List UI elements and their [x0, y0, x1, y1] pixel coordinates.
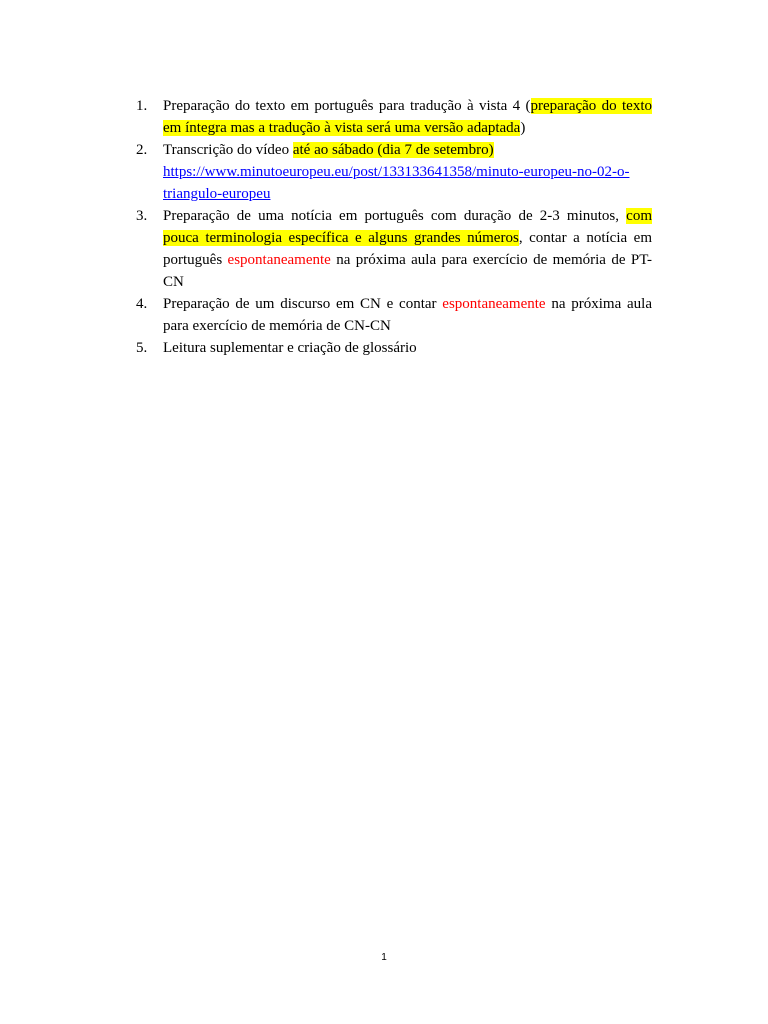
- list-item: [136, 205, 652, 293]
- red-emphasis-text: espontaneamente: [227, 252, 331, 268]
- list-item-text: [163, 95, 652, 139]
- list-number: 1.: [136, 98, 148, 114]
- list-item-text: [163, 205, 652, 293]
- list-item: [136, 139, 652, 205]
- text-run: na próxima aula para exercício de memória de CN-CN: [163, 296, 652, 334]
- list-item-text: [163, 293, 652, 337]
- list-item-text: [163, 139, 652, 205]
- text-run: Preparação do texto em português para tradução à vista 4 (: [163, 98, 531, 114]
- list-number: 2.: [136, 142, 148, 158]
- red-emphasis-text: espontaneamente: [442, 296, 546, 312]
- list-item: [136, 293, 652, 337]
- list-item: [136, 95, 652, 139]
- text-run: Transcrição do vídeo: [163, 142, 293, 158]
- text-run: , contar a notícia em português: [163, 230, 653, 268]
- list-number: 5.: [136, 340, 148, 356]
- text-run: ): [520, 120, 526, 136]
- highlighted-text: até ao sábado (dia 7 de setembro): [292, 142, 494, 158]
- task-list: [136, 95, 652, 359]
- text-run: Preparação de um discurso em CN e contar: [163, 296, 443, 312]
- link-text-line-1[interactable]: https://www.minutoeuropeu.eu/post/133133641358/minuto-europeu-no-02-o-: [163, 164, 630, 180]
- text-run: Preparação de uma notícia em português com duração de 2-3 minutos,: [163, 208, 627, 224]
- list-number: 4.: [136, 296, 148, 312]
- link-text-line-2[interactable]: triangulo-europeu: [163, 186, 271, 202]
- highlighted-text: preparação do texto em íntegra mas a tradução à vista será uma versão adaptada: [163, 98, 652, 136]
- text-run: na próxima aula para exercício de memória de PT-CN: [163, 252, 652, 290]
- video-link[interactable]: [163, 164, 629, 202]
- highlighted-text: com pouca terminologia específica e alguns grandes números: [163, 208, 652, 246]
- list-item-text: [163, 337, 652, 359]
- page-number: 1: [381, 952, 387, 963]
- list-item: [136, 337, 652, 359]
- list-number: 3.: [136, 208, 148, 224]
- text-run: Leitura suplementar e criação de glossário: [163, 340, 417, 356]
